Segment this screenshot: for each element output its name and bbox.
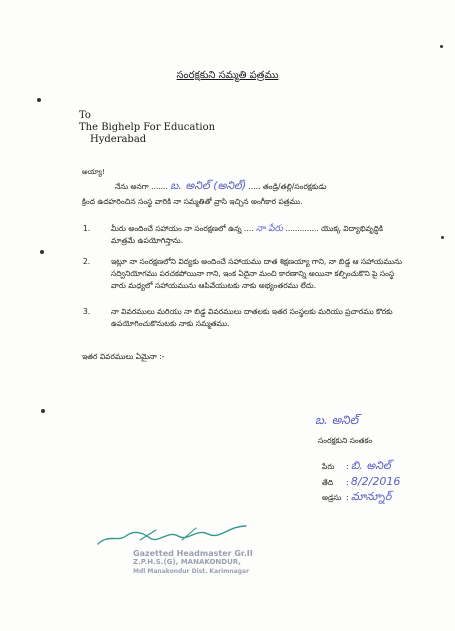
intro-suffix: తండ్రి/తల్లి/సంరక్షకుడు: [262, 182, 327, 191]
consent-item-3: [83, 306, 408, 336]
detail-row-name: పేరు : బి. అనిల్: [322, 459, 391, 472]
guardian-signature: బ. అనిల్: [315, 413, 359, 427]
stamp-line: Mdl Manakondur Dist. Karimnagar: [133, 568, 250, 575]
guardian-name-handwritten: బ. అనిల్ (అనిల్): [170, 179, 247, 192]
punch-hole-mark: [41, 409, 45, 413]
other-details-label: ఇతర వివరములు ఏమైనా :-: [82, 352, 165, 361]
scan-speck: [441, 236, 444, 239]
punch-hole-mark: [40, 250, 44, 254]
detail-value-handwritten: 8/2/2016: [350, 475, 401, 488]
consent-item-1: 1. మీరు అందించే సహాయం నా సంరక్షణలో ఉన్న .... నా పేరు .............. యొక్క విద్యాభివృద్ధికి మాత్రమే ఉపయోగిస్తాను.: [83, 224, 383, 245]
detail-key: తేది: [322, 478, 334, 487]
item-text: ఇట్లూ నా సంరక్షణలోని విద్యకు అందించే సహాయము దాత శిక్షణయ్యా గాని, నా బిడ్డ ఆ సహాయమును సద్వినియోగము పరచకపోయినా గాని, ఇంక ఏదైనా మంచి కారణాన్ని అయినా కల్పించుకొని పై సంస్థ వారు మధ్యలో సహాయమును ఆపివేయుటకు నాకు అభ్యంతరము లేదు.: [111, 257, 402, 290]
signature-caption: సంరక్షకుని సంతకం: [318, 436, 373, 445]
punch-hole-mark: [37, 98, 41, 102]
item-text-after: యొక్క విద్యాభివృద్ధికి మాత్రమే ఉపయోగిస్తాను.: [111, 224, 383, 245]
address-org: The Bighelp For Education: [79, 122, 216, 133]
stamp-line: Z.P.H.S.(G), MANAKONDUR,: [133, 558, 241, 566]
salutation: అయ్యా!: [82, 168, 105, 176]
intro-prefix: నేను అనగా: [115, 182, 149, 191]
item-number: 1.: [83, 224, 91, 233]
detail-key: అడ్రసు: [322, 493, 342, 502]
detail-value-handwritten: మాన్నూర్: [350, 490, 392, 503]
consent-item-2: [83, 256, 408, 306]
intro-line-2: క్రింద ఉదహరించిన సంస్థ వారికి నా సమ్మతితో వ్రాసి ఇచ్చిన అంగీకార పత్రము.: [82, 197, 303, 206]
detail-row-address: అడ్రసు : మాన్నూర్: [322, 490, 392, 503]
page-title: సంరక్షకుని సమ్మతి పత్రము: [176, 70, 279, 81]
item-number: 2.: [83, 257, 91, 266]
recipient-address: [79, 110, 215, 146]
detail-value-handwritten: బి. అనిల్: [350, 459, 391, 472]
item-number: 3.: [83, 307, 91, 316]
stamp-line: Gazetted Headmaster Gr.II: [133, 549, 253, 558]
headmaster-signature: [96, 520, 256, 550]
official-stamp: [133, 549, 273, 576]
child-name-handwritten: నా పేరు: [255, 224, 283, 234]
address-to: To: [79, 110, 91, 121]
address-city: Hyderabad: [90, 134, 147, 145]
item-text-before: మీరు అందించే సహాయం నా సంరక్షణలో ఉన్న: [111, 224, 242, 233]
detail-row-date: తేది : 8/2/2016: [322, 475, 401, 488]
intro-line: నేను అనగా ....... బ. అనిల్ (అనిల్) ..... తండ్రి/తల్లి/సంరక్షకుడు: [115, 179, 327, 192]
scan-speck: [440, 45, 443, 48]
item-text: నా వివరములు మరియు నా బిడ్డ వివరములు దాతలకు ఇతర సంస్థలకు మరియు ప్రచారము కొరకు ఉపయోగించుకొనుటకు నాకు సమ్మతము.: [111, 307, 393, 328]
detail-key: పేరు: [322, 462, 335, 471]
